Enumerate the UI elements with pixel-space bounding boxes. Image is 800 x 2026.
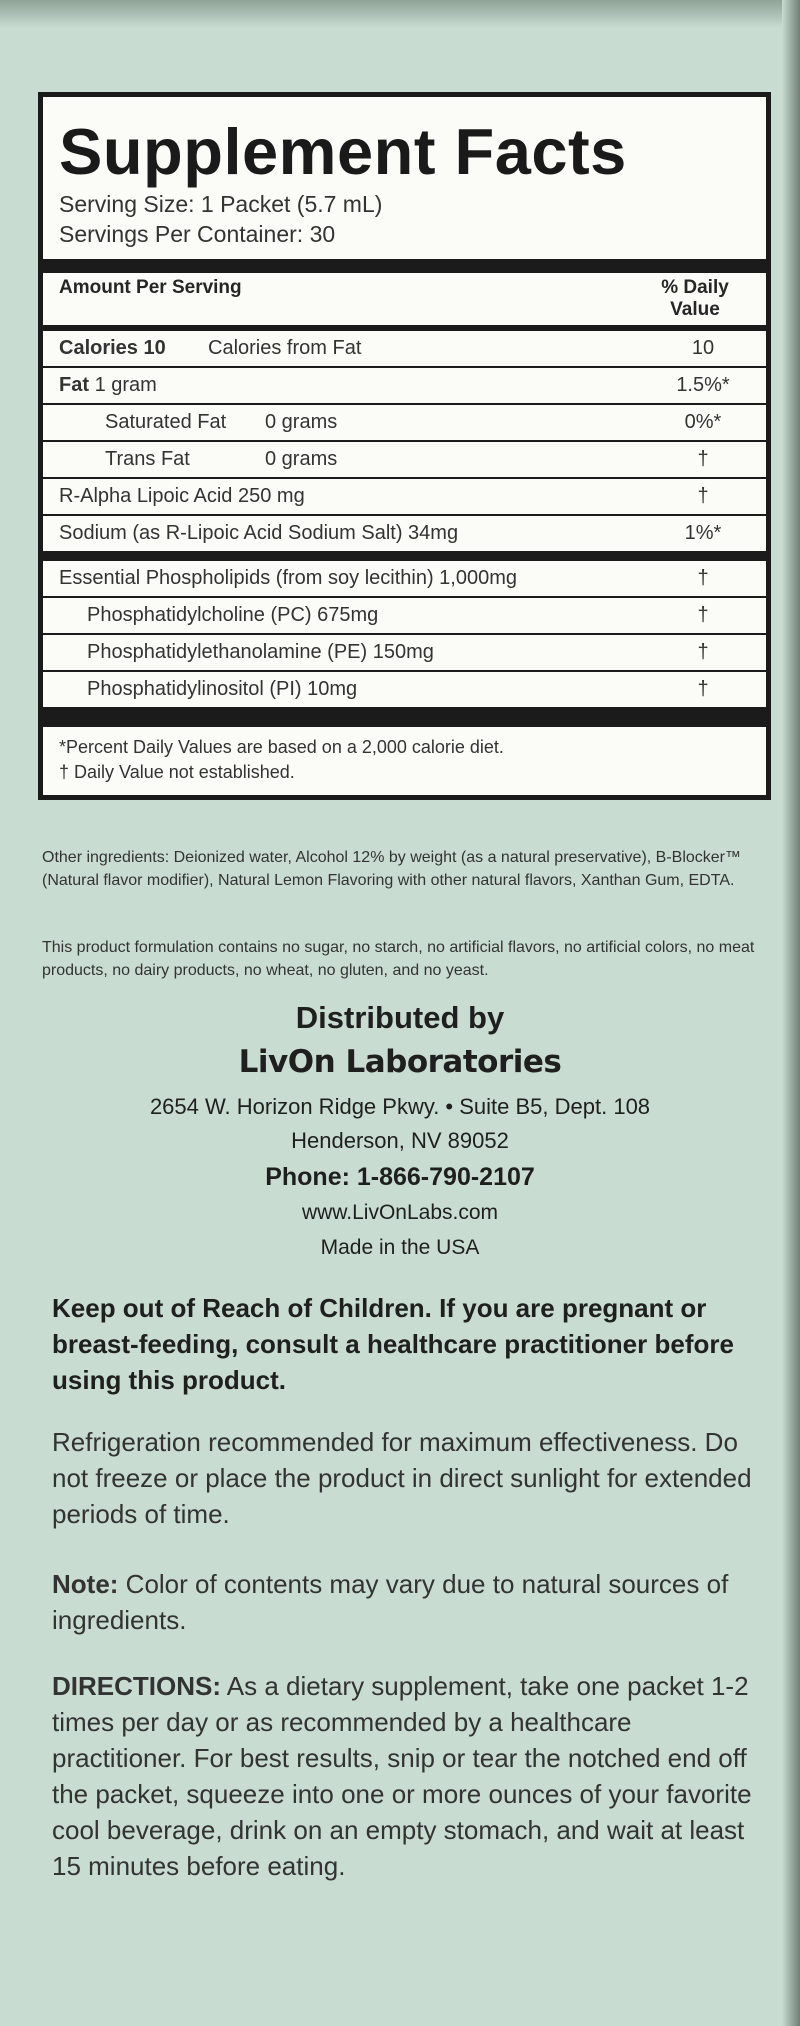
address-line-1: 2654 W. Horizon Ridge Pkwy. • Suite B5, Dept. 108 <box>149 1094 651 1119</box>
row-name: Phosphatidylcholine (PC) 675mg <box>87 604 379 626</box>
row-dv: † <box>697 604 709 626</box>
directions-text: As a dietary supplement, take one packet 1-2 times per day or as recommended by a healthcare practitioner. For best results, snip or tear the notched end off the packet, squeeze into one or more ounces of your favorite cool beverage, drink on an empty stomach, and wait at least 15 minutes before eating. <box>52 1671 752 1881</box>
supplement-facts-panel <box>38 92 771 800</box>
row-name: Fat <box>59 374 89 396</box>
facts-footnotes <box>43 727 766 795</box>
footnote-percent: *Percent Daily Values are based on a 2,000 calorie diet. <box>59 737 504 757</box>
formulation-note: This product formulation contains no sugar, no starch, no artificial flavors, no artificial colors, no meat products, no dairy products, no wheat, no gluten, and no yeast. <box>42 939 755 979</box>
row-name: Phosphatidylinositol (PI) 10mg <box>87 678 358 700</box>
facts-row-pi <box>43 672 766 707</box>
box-top-edge <box>0 0 800 28</box>
facts-row-sodium <box>43 516 766 551</box>
facts-header <box>43 273 766 325</box>
serving-size: Serving Size: 1 Packet (5.7 mL) <box>59 191 383 217</box>
thick-rule <box>43 259 766 273</box>
note-text: Color of contents may vary due to natural sources of ingredients. <box>52 1569 729 1635</box>
refrigeration-note: Refrigeration recommended for maximum effectiveness. Do not freeze or place the product in direct sunlight for extended periods of time. <box>52 1427 752 1529</box>
row-dv: 10 <box>691 337 715 359</box>
row-amount: 1 gram <box>94 374 157 396</box>
row-dv: † <box>697 641 709 663</box>
row-dv: † <box>697 448 709 470</box>
daily-value-header: % Daily Value <box>661 277 729 320</box>
children-warning: Keep out of Reach of Children. If you are pregnant or breast-feeding, consult a healthcare practitioner before using this product. <box>52 1293 734 1395</box>
facts-row-fat <box>43 368 766 405</box>
row-name: Trans Fat <box>105 448 190 470</box>
directions <box>52 1668 764 1884</box>
servings-per-container: Servings Per Container: 30 <box>59 221 336 247</box>
row-name: Saturated Fat <box>105 411 227 433</box>
row-dv: † <box>697 567 709 589</box>
facts-row-trans-fat <box>43 442 766 479</box>
other-ingredients: Other ingredients: Deionized water, Alcohol 12% by weight (as a natural preservative), B-Blocker™ (Natural flavor modifier), Natural Lemon Flavoring with other natural flavors, Xanthan Gum, EDTA. <box>42 849 742 889</box>
row-dv: † <box>697 485 709 507</box>
thick-rule <box>43 551 766 561</box>
row-name: Calories 10 <box>59 337 166 359</box>
row-name: Essential Phospholipids (from soy lecithin) 1,000mg <box>59 567 517 589</box>
facts-row-saturated-fat <box>43 405 766 442</box>
row-amount: 0 grams <box>265 448 338 470</box>
row-amount: 0 grams <box>265 411 338 433</box>
row-name: Sodium (as R-Lipoic Acid Sodium Salt) 34mg <box>59 522 459 544</box>
facts-row-pc <box>43 598 766 635</box>
row-dv: 0%* <box>684 411 722 433</box>
note-label: Note: <box>52 1569 119 1599</box>
distributed-by: Distributed by <box>295 1000 505 1035</box>
amount-per-serving: Amount Per Serving <box>59 277 242 298</box>
facts-row-lipoic-acid <box>43 479 766 516</box>
row-dv: † <box>697 678 709 700</box>
facts-row-pe <box>43 635 766 672</box>
company-name: LivOn Laboratories <box>238 1044 562 1080</box>
address-line-2: Henderson, NV 89052 <box>291 1128 509 1153</box>
directions-label: DIRECTIONS: <box>52 1671 221 1701</box>
facts-row-calories <box>43 331 766 368</box>
row-amount: Calories from Fat <box>208 337 362 359</box>
made-in-usa: Made in the USA <box>320 1236 480 1259</box>
row-dv: 1%* <box>684 522 722 544</box>
thick-rule <box>43 707 766 727</box>
footnote-dagger: † Daily Value not established. <box>59 762 295 782</box>
row-name: Phosphatidylethanolamine (PE) 150mg <box>87 641 434 663</box>
row-dv: 1.5%* <box>676 374 730 396</box>
facts-row-phospholipids <box>43 561 766 598</box>
facts-title: Supplement Facts <box>59 115 627 188</box>
color-note <box>52 1566 764 1638</box>
row-name: R-Alpha Lipoic Acid 250 mg <box>59 485 305 507</box>
website: www.LivOnLabs.com <box>301 1201 499 1224</box>
phone-number: Phone: 1-866-790-2107 <box>265 1163 535 1191</box>
